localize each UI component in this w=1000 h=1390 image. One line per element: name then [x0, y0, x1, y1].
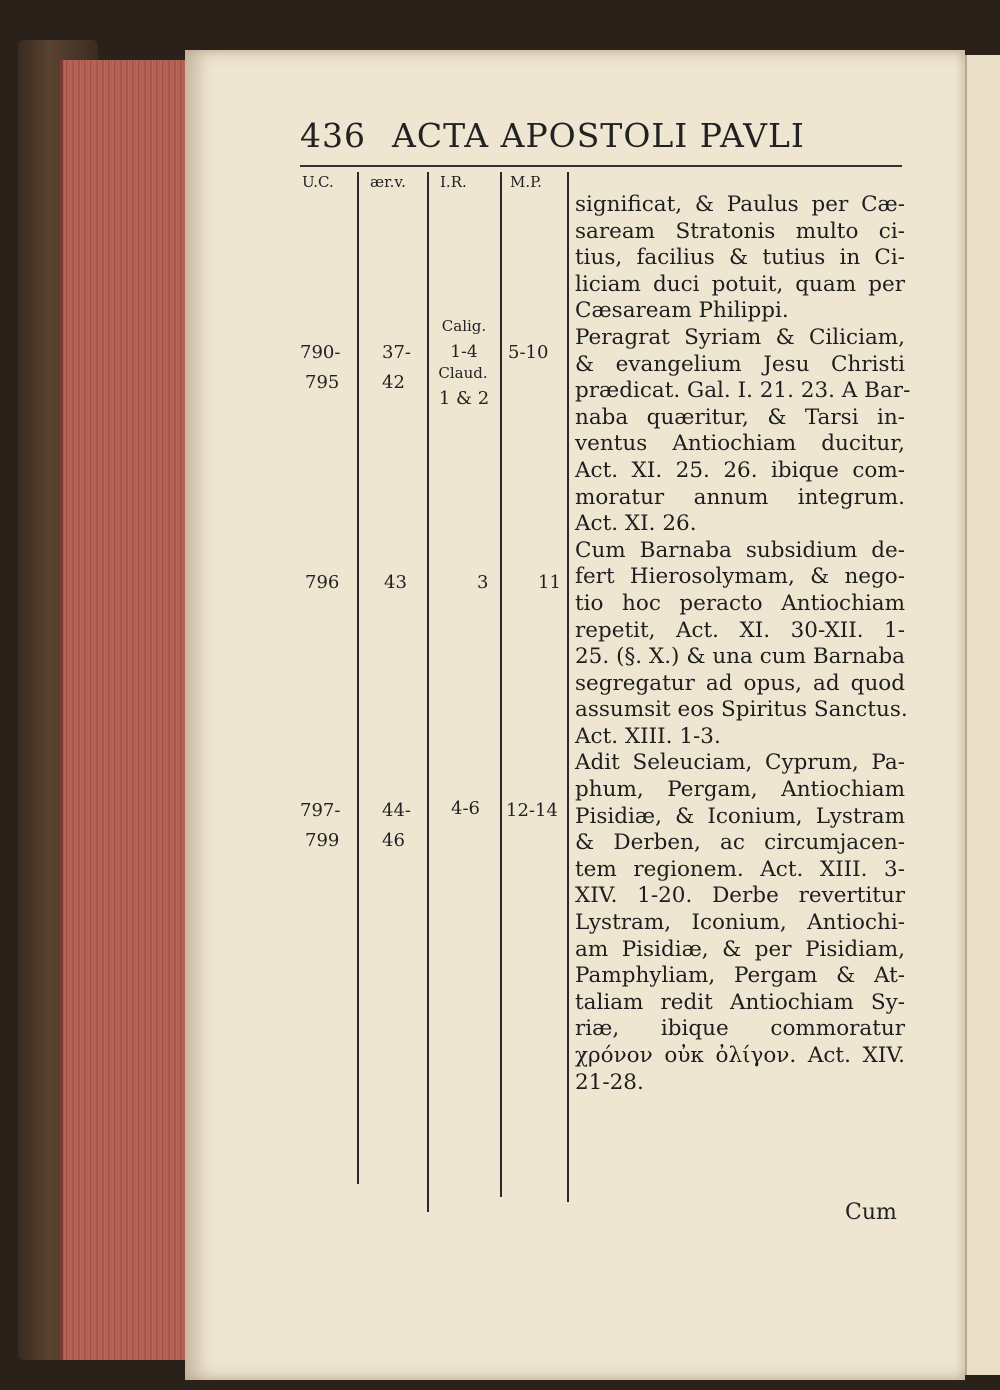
mp-12-14: 12-14 — [506, 800, 558, 821]
text-line: Cæsaream Philippi. — [575, 298, 789, 324]
text-line: Act. XIII. 1-3. — [575, 723, 721, 749]
aer-44: 44- — [382, 800, 411, 821]
header-rule — [300, 165, 902, 167]
text-line: moratur annum integrum. — [575, 484, 905, 510]
text-line: fert Hierosolymam, & nego- — [575, 564, 905, 590]
text-line: am Pisidiæ, & per Pisidiam, — [575, 936, 905, 962]
text-line: Lystram, Iconium, Antiochi- — [575, 910, 905, 936]
text-line: Peragrat Syriam & Ciliciam, — [575, 324, 905, 350]
uc-790: 790- — [300, 342, 341, 363]
text-line: Adit Seleuciam, Cyprum, Pa- — [575, 750, 905, 776]
claud-label: Claud. — [438, 364, 488, 382]
text-line: XIV. 1-20. Derbe revertitur — [575, 883, 905, 909]
column-header-uc: U.C. — [302, 173, 334, 191]
mp-5-10: 5-10 — [508, 342, 549, 363]
text-line: & Derben, ac circumjacen- — [575, 830, 905, 856]
text-line: prædicat. Gal. I. 21. 23. A Bar- — [575, 378, 911, 404]
main-text-column — [575, 192, 911, 1096]
running-title: ACTA APOSTOLI PAVLI — [392, 116, 805, 155]
text-line: saream Stratonis multo ci- — [575, 218, 905, 244]
running-header — [300, 116, 805, 155]
text-line: phum, Pergam, Antiochiam — [575, 777, 905, 803]
column-rule-1 — [357, 172, 359, 1184]
text-line: ventus Antiochiam ducitur, — [575, 431, 905, 457]
text-line: Pamphyliam, Pergam & At- — [575, 963, 905, 989]
ir-1-4: 1-4 — [450, 342, 478, 362]
text-line: segregatur ad opus, ad quod — [575, 670, 905, 696]
text-line: riæ, ibique commoratur — [575, 1016, 905, 1042]
text-line: repetit, Act. XI. 30-XII. 1- — [575, 617, 905, 643]
aer-42: 42 — [382, 372, 405, 393]
column-rule-4 — [567, 172, 569, 1202]
text-line: naba quæritur, & Tarsi in- — [575, 404, 905, 430]
uc-797: 797- — [300, 800, 341, 821]
mp-11: 11 — [538, 572, 561, 593]
text-line: tio hoc peracto Antiochiam — [575, 590, 905, 616]
column-rule-2 — [427, 172, 429, 1212]
uc-799: 799 — [305, 830, 340, 851]
facing-page-edge — [965, 55, 1000, 1375]
uc-796: 796 — [305, 572, 340, 593]
text-line: liciam duci potuit, quam per — [575, 271, 905, 297]
text-line: tem regionem. Act. XIII. 3- — [575, 856, 905, 882]
ir-1-2: 1 & 2 — [438, 388, 490, 409]
text-line: 21-28. — [575, 1069, 644, 1095]
aer-37: 37- — [382, 342, 411, 363]
text-line: & evangelium Jesu Christi — [575, 351, 905, 377]
calig-label: Calig. — [441, 317, 487, 335]
text-line: significat, & Paulus per Cæ- — [575, 192, 905, 217]
aer-43: 43 — [384, 572, 407, 593]
uc-795: 795 — [305, 372, 340, 393]
text-line: χρόνον οὐκ ὀλίγον. Act. XIV. — [575, 1043, 905, 1068]
text-line: Act. XI. 25. 26. ibique com- — [575, 457, 905, 483]
text-line: tius, facilius & tutius in Ci- — [575, 245, 905, 271]
column-header-aer: ær.v. — [370, 173, 406, 191]
column-rule-3 — [500, 172, 502, 1197]
column-header-ir: I.R. — [440, 173, 467, 191]
text-line: Act. XI. 26. — [575, 511, 697, 537]
catchword: Cum — [845, 1200, 897, 1225]
text-line: Cum Barnaba subsidium de- — [575, 537, 905, 563]
text-line: taliam redit Antiochiam Sy- — [575, 989, 905, 1015]
text-line: Pisidiæ, & Iconium, Lystram — [575, 803, 905, 829]
column-header-mp: M.P. — [510, 173, 542, 191]
text-line: assumsit eos Spiritus Sanctus. — [575, 697, 908, 723]
aer-46: 46 — [382, 830, 405, 851]
ir-3: 3 — [477, 572, 489, 593]
text-line: 25. (§. X.) & una cum Barnaba — [575, 644, 905, 670]
ir-4-6: 4-6 — [451, 798, 480, 819]
page-number: 436 — [300, 116, 366, 155]
page-edges — [60, 60, 188, 1360]
